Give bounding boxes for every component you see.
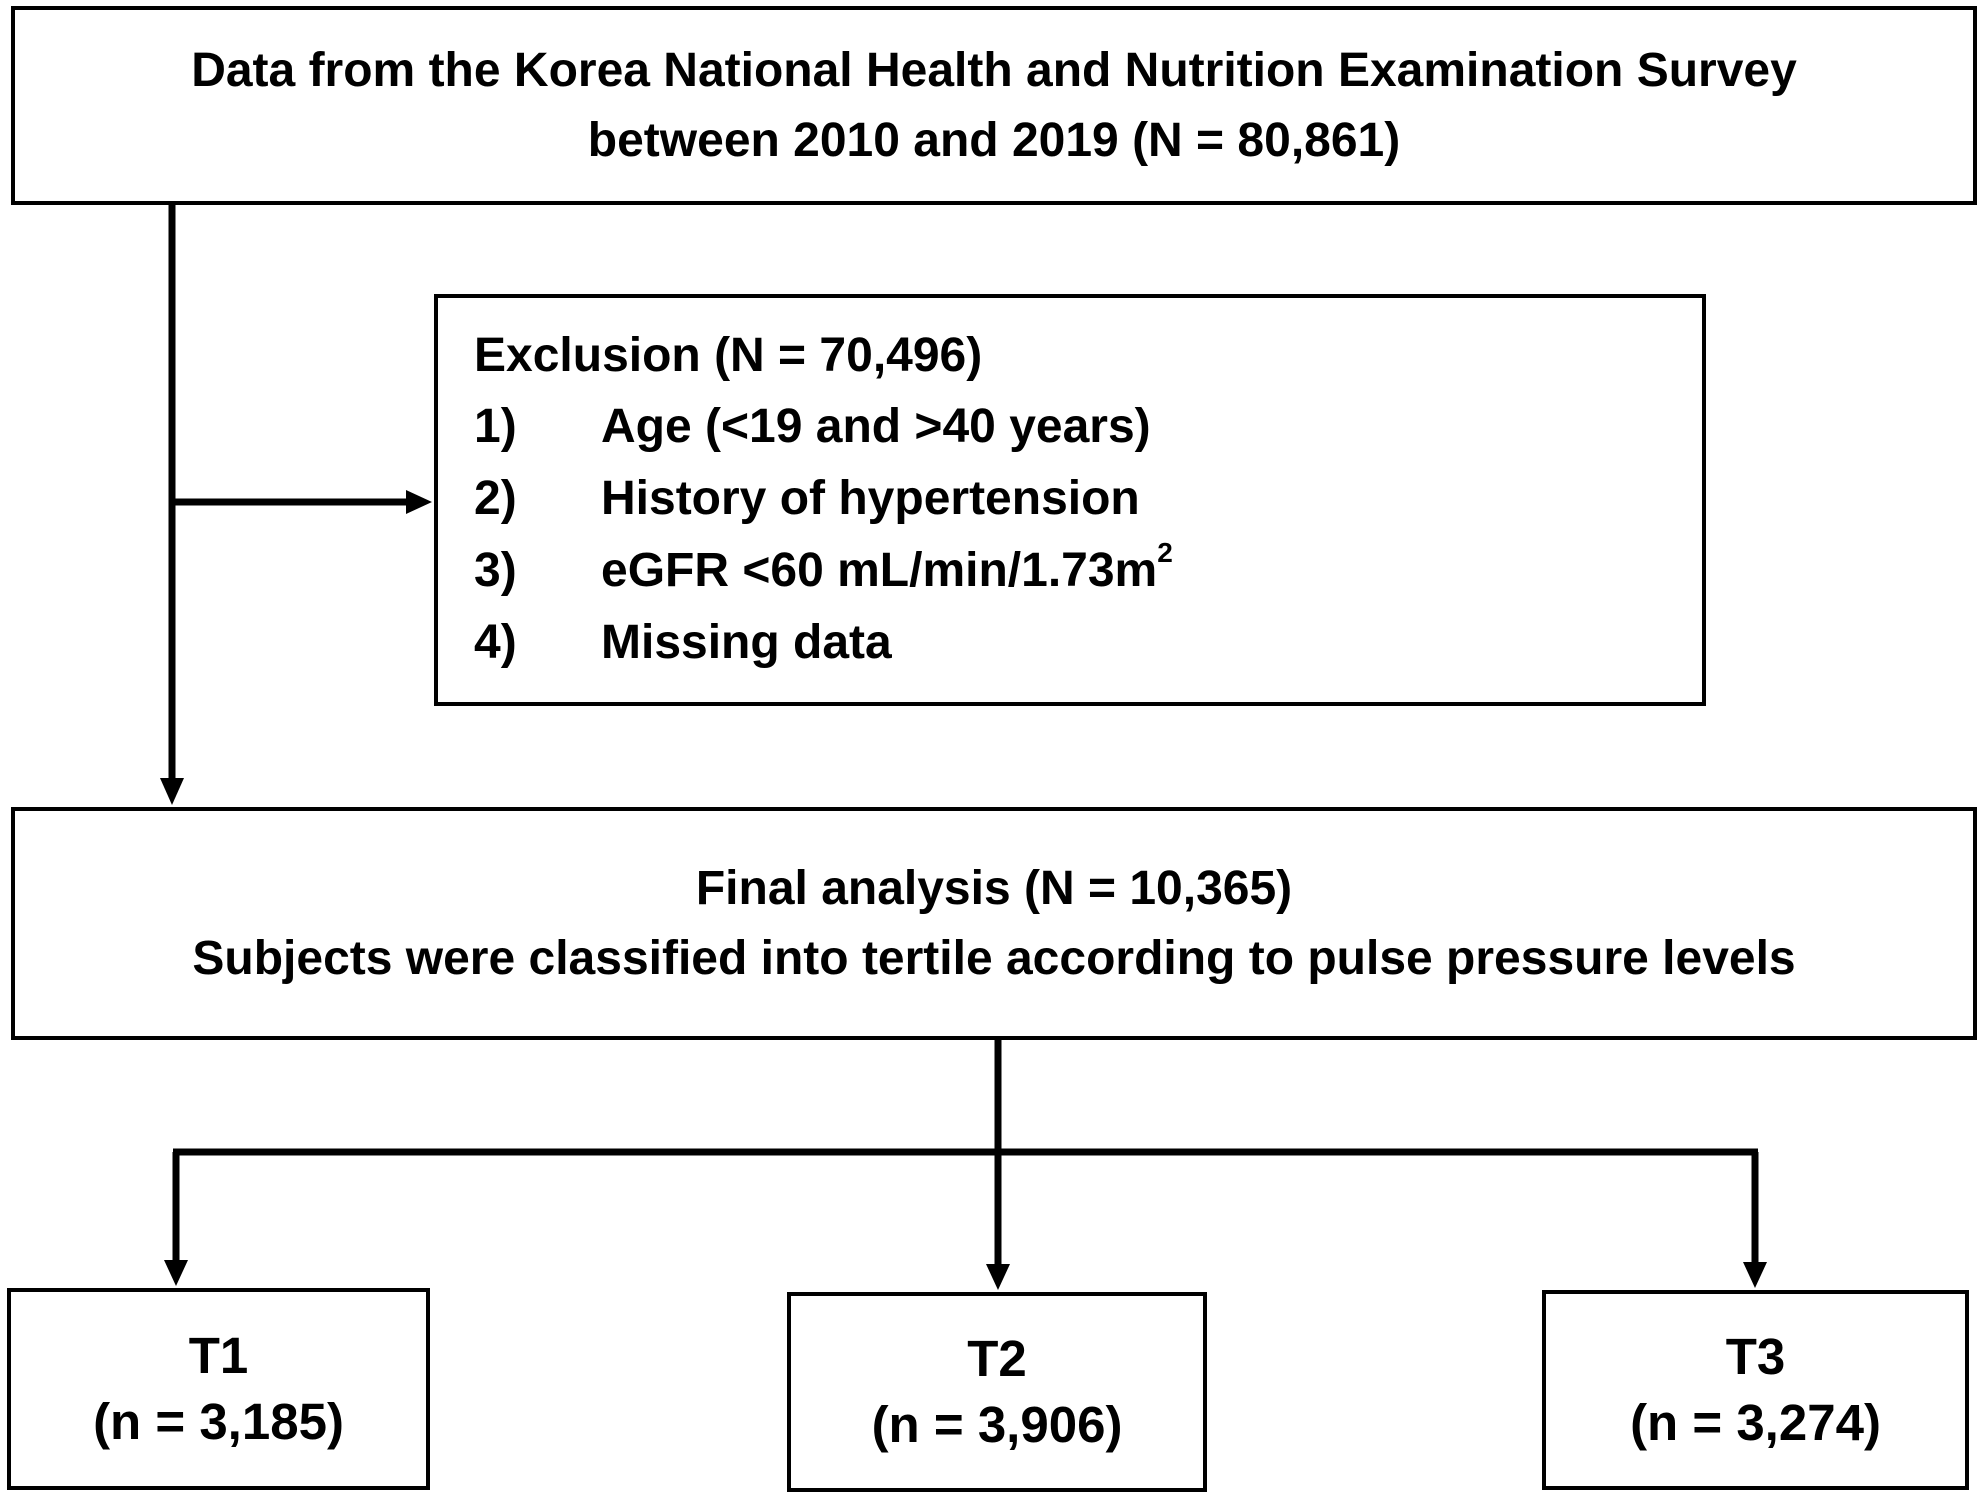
final-analysis-title: Final analysis (N = 10,365) [695, 861, 1293, 915]
tertile-box-t2 [787, 1292, 1207, 1492]
tertile-box-t1 [7, 1288, 430, 1490]
exclusion-item-text: eGFR <60 mL/min/1.73m [601, 544, 1158, 597]
exclusion-item [474, 471, 1140, 526]
tertile-count: (n = 3,274) [1630, 1394, 1881, 1451]
main-flow-arrowhead [160, 778, 184, 805]
t1-arrowhead [164, 1260, 188, 1286]
exclusion-box [434, 294, 1706, 706]
exclusion-item-number: 1) [474, 400, 517, 453]
tertile-count: (n = 3,906) [871, 1396, 1123, 1453]
exclusion-item [474, 615, 892, 670]
tertile-label: T2 [967, 1330, 1027, 1387]
exclusion-item-text: Age (<19 and >40 years) [601, 400, 1151, 453]
tertile-box-t3 [1542, 1290, 1969, 1490]
exclusion-item-text: Missing data [601, 616, 892, 669]
final-analysis-box [11, 807, 1977, 1040]
exclusion-branch-arrowhead [406, 490, 432, 514]
exclusion-item [474, 537, 1173, 598]
exclusion-item [474, 399, 1151, 454]
exclusion-title: Exclusion (N = 70,496) [474, 329, 983, 382]
exclusion-item-number: 4) [474, 616, 517, 669]
tertile-label: T3 [1725, 1328, 1786, 1385]
final-analysis-description: Subjects were classified into tertile according to pulse pressure levels [192, 931, 1796, 985]
tertile-count: (n = 3,185) [93, 1393, 344, 1450]
exclusion-item-text: History of hypertension [601, 472, 1140, 525]
source-line-1: Data from the Korea National Health and Nutrition Examination Survey [191, 43, 1797, 97]
tertile-label: T1 [188, 1327, 249, 1384]
t3-arrowhead [1743, 1262, 1767, 1288]
source-data-box [11, 6, 1977, 205]
source-line-2: between 2010 and 2019 (N = 80,861) [587, 113, 1401, 167]
exclusion-item-superscript: 2 [1157, 537, 1173, 568]
exclusion-item-number: 2) [474, 472, 517, 525]
exclusion-item-number: 3) [474, 544, 517, 597]
t2-arrowhead [986, 1264, 1010, 1290]
